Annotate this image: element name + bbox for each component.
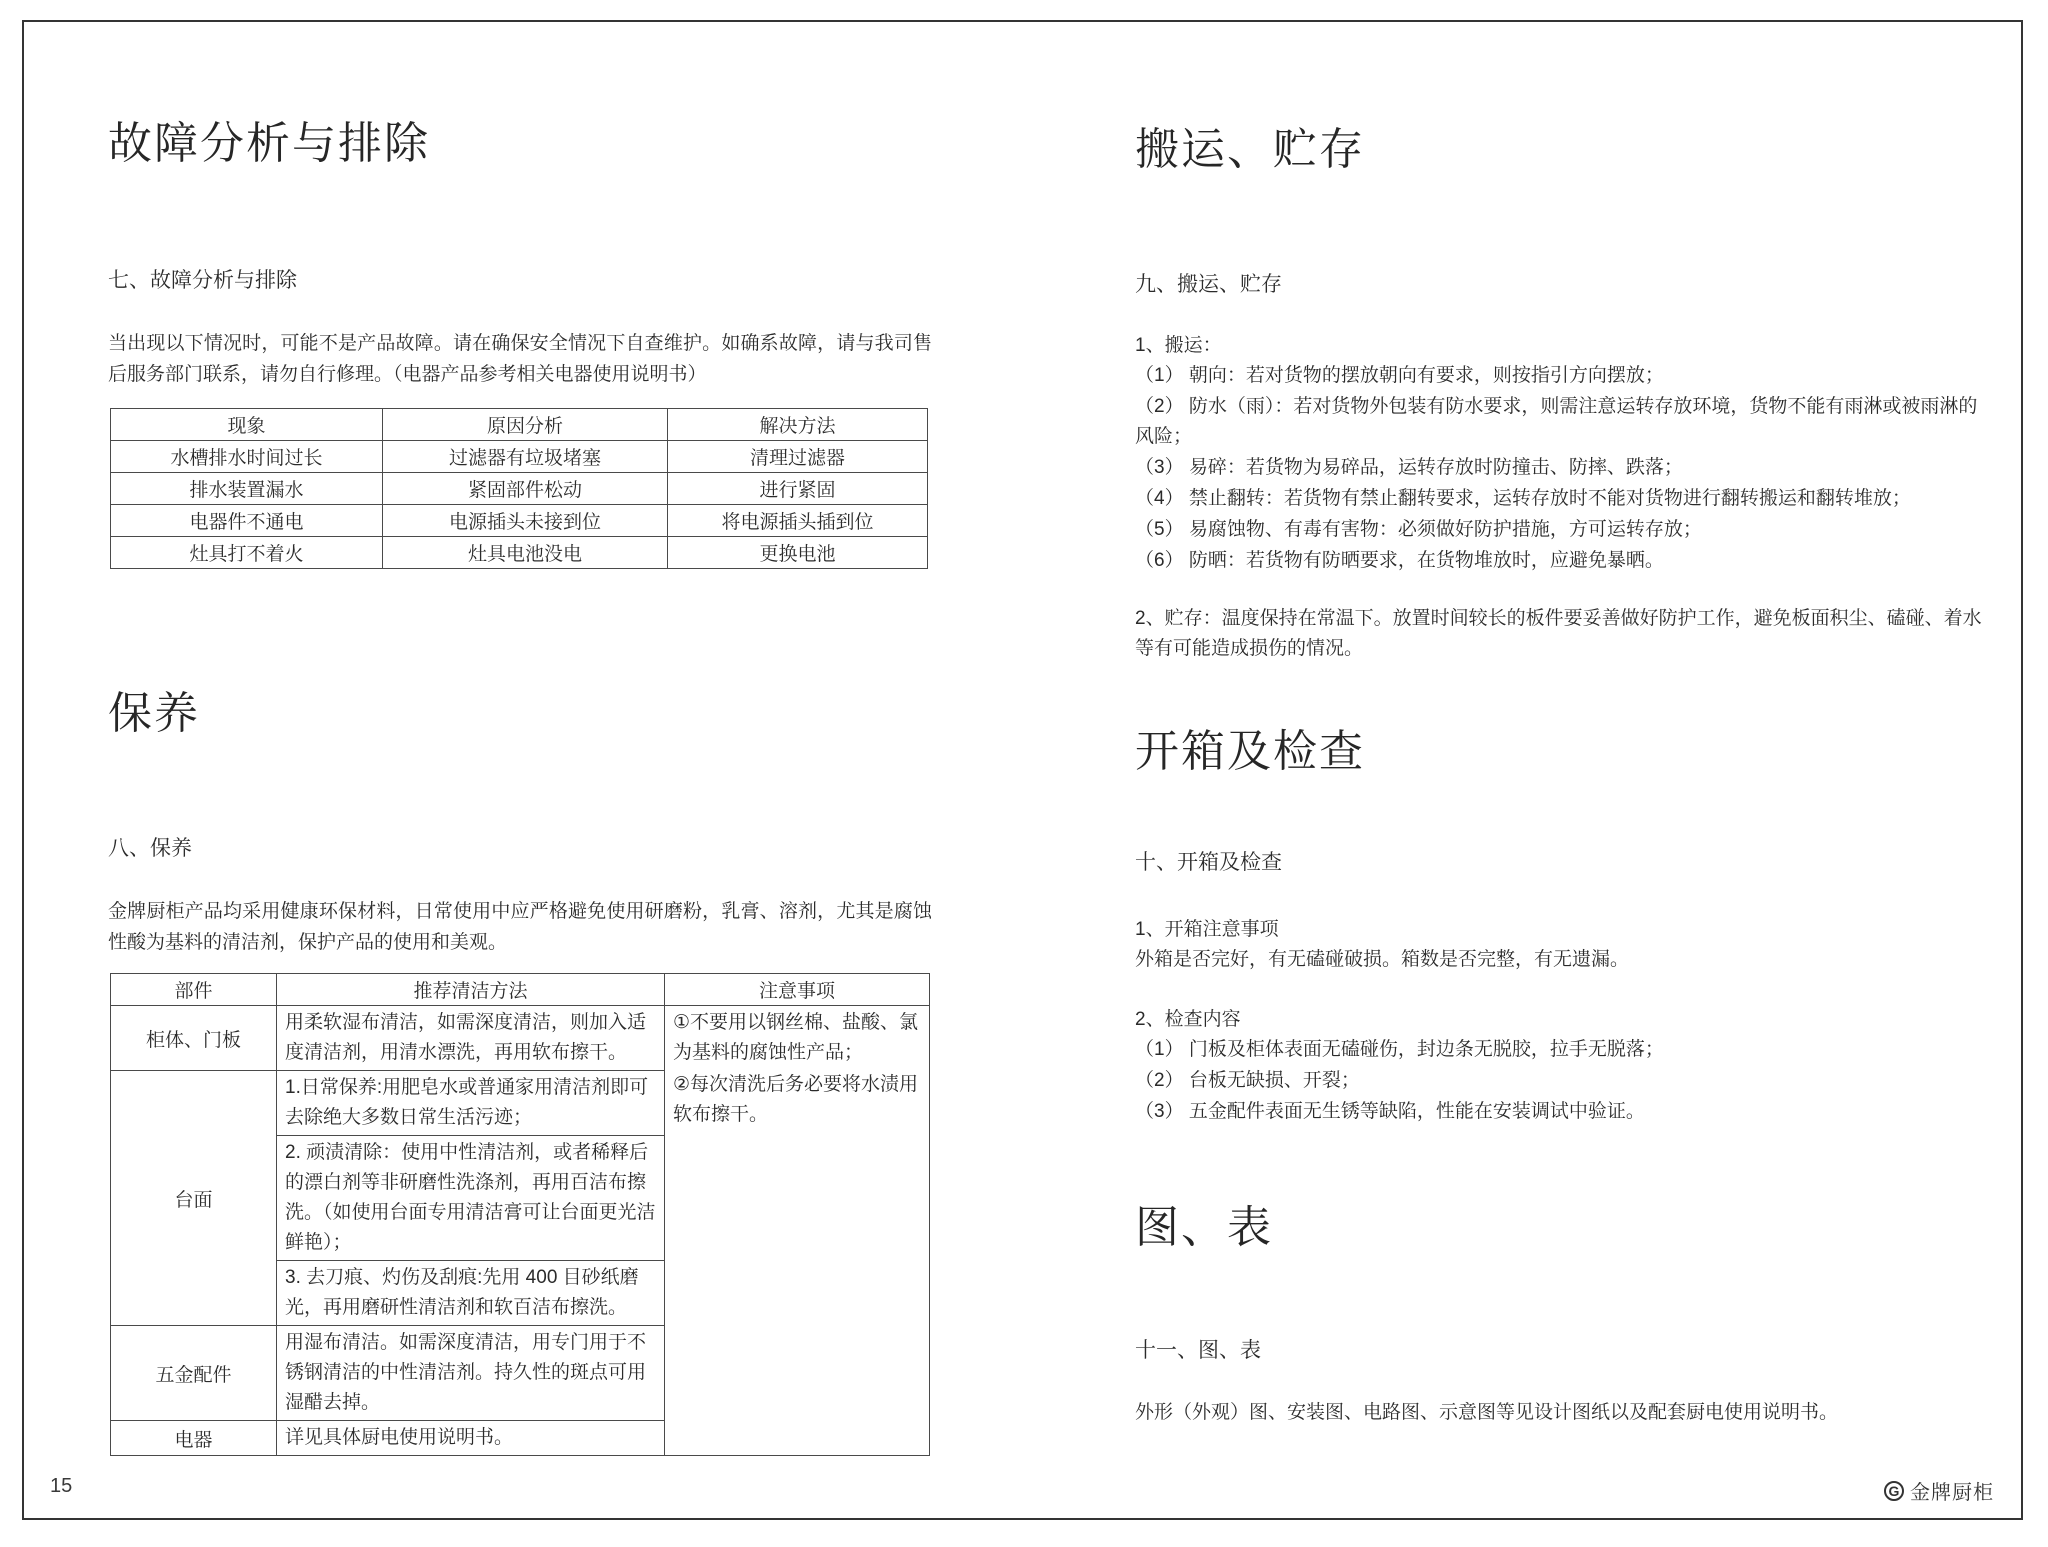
care-section-heading: 八、保养 bbox=[108, 837, 192, 860]
fault-cell: 电源插头未接到位 bbox=[383, 505, 668, 537]
care-note-2: ②每次清洗后务必要将水渍用软布擦干。 bbox=[673, 1074, 919, 1125]
figures-section-title: 图、表 bbox=[1135, 1203, 1273, 1252]
transport-item: （1） 朝向：若对货物的摆放朝向有要求，则按指引方向摆放； bbox=[1135, 365, 1664, 386]
care-col-header: 部件 bbox=[111, 974, 277, 1006]
care-method-cell: 2. 顽渍清除：使用中性清洁剂，或者稀释后的漂白剂等非研磨性洗涤剂，再用百洁布擦洗。（如使用台面专用清洁膏可让台面更光洁鲜艳）； bbox=[277, 1136, 665, 1261]
unbox-sub2: 2、检查内容 bbox=[1135, 1009, 1241, 1030]
care-col-header: 注意事项 bbox=[665, 974, 930, 1006]
fault-cell: 灶具电池没电 bbox=[383, 537, 668, 569]
fault-cell: 清理过滤器 bbox=[668, 441, 928, 473]
fault-cell: 电器件不通电 bbox=[111, 505, 383, 537]
fault-col-header: 解决方法 bbox=[668, 409, 928, 441]
unbox-sub1-text: 外箱是否完好，有无磕碰破损。箱数是否完整，有无遗漏。 bbox=[1135, 949, 1630, 970]
transport-section-heading: 九、搬运、贮存 bbox=[1135, 273, 1282, 296]
fault-cell: 更换电池 bbox=[668, 537, 928, 569]
transport-section-title: 搬运、贮存 bbox=[1135, 125, 1365, 174]
unbox-item: （1） 门板及柜体表面无磕碰伤，封边条无脱胶，拉手无脱落； bbox=[1135, 1039, 1664, 1060]
unbox-item: （3） 五金配件表面无生锈等缺陷，性能在安装调试中验证。 bbox=[1135, 1101, 1645, 1122]
transport-item: （4） 禁止翻转：若货物有禁止翻转要求，运转存放时不能对货物进行翻转搬运和翻转堆放； bbox=[1135, 488, 1911, 509]
brand-logo bbox=[1884, 1476, 1994, 1505]
care-notes-cell bbox=[665, 1006, 930, 1456]
care-part-cell: 五金配件 bbox=[111, 1326, 277, 1421]
unbox-sub1: 1、开箱注意事项 bbox=[1135, 919, 1279, 940]
care-section-title: 保养 bbox=[108, 689, 200, 738]
care-table-row-cabinet bbox=[111, 1006, 930, 1071]
page-number: 15 bbox=[50, 1475, 73, 1497]
fault-cell: 紧固部件松动 bbox=[383, 473, 668, 505]
transport-item: （5） 易腐蚀物、有毒有害物：必须做好防护措施，方可运转存放； bbox=[1135, 519, 1702, 540]
fault-table bbox=[110, 408, 928, 569]
care-part-cell: 台面 bbox=[111, 1071, 277, 1326]
fault-cell: 排水装置漏水 bbox=[111, 473, 383, 505]
unbox-section-title: 开箱及检查 bbox=[1135, 727, 1365, 776]
fault-cell: 灶具打不着火 bbox=[111, 537, 383, 569]
fault-cell: 水槽排水时间过长 bbox=[111, 441, 383, 473]
fault-section-heading: 七、故障分析与排除 bbox=[108, 269, 297, 292]
figures-text: 外形（外观）图、安装图、电路图、示意图等见设计图纸以及配套厨电使用说明书。 bbox=[1135, 1402, 1839, 1423]
unbox-section-heading: 十、开箱及检查 bbox=[1135, 851, 1282, 874]
fault-table-row bbox=[111, 473, 928, 505]
care-col-header: 推荐清洁方法 bbox=[277, 974, 665, 1006]
care-table bbox=[110, 973, 930, 1456]
fault-col-header: 现象 bbox=[111, 409, 383, 441]
care-intro-paragraph: 金牌厨柜产品均采用健康环保材料，日常使用中应严格避免使用研磨粉，乳膏、溶剂，尤其是腐蚀性酸为基料的清洁剂，保护产品的使用和美观。 bbox=[108, 901, 932, 953]
brand-g-icon: G bbox=[1884, 1481, 1904, 1501]
figures-section-heading: 十一、图、表 bbox=[1135, 1339, 1261, 1362]
fault-table-row bbox=[111, 537, 928, 569]
fault-cell: 过滤器有垃圾堵塞 bbox=[383, 441, 668, 473]
unbox-item: （2） 台板无缺损、开裂； bbox=[1135, 1070, 1360, 1091]
transport-item: （3） 易碎：若货物为易碎品，运转存放时防撞击、防摔、跌落； bbox=[1135, 457, 1683, 478]
transport-sub1: 1、搬运： bbox=[1135, 335, 1222, 356]
care-method-cell: 用柔软湿布清洁，如需深度清洁，则加入适度清洁剂，用清水漂洗，再用软布擦干。 bbox=[277, 1006, 665, 1071]
brand-name: 金牌厨柜 bbox=[1910, 1482, 1994, 1504]
fault-table-row bbox=[111, 505, 928, 537]
care-note-1: ①不要用以钢丝棉、盐酸、氯为基料的腐蚀性产品； bbox=[673, 1012, 919, 1063]
transport-sub2: 2、贮存：温度保持在常温下。放置时间较长的板件要妥善做好防护工作，避免板面积尘、磕碰、着水等有可能造成损伤的情况。 bbox=[1135, 608, 1982, 659]
unbox-item-list bbox=[1135, 1035, 1991, 1128]
transport-item-list bbox=[1135, 361, 1991, 577]
transport-item: （6） 防晒：若货物有防晒要求，在货物堆放时，应避免暴晒。 bbox=[1135, 550, 1664, 571]
care-method-cell: 详见具体厨电使用说明书。 bbox=[277, 1421, 665, 1456]
care-method-cell: 3. 去刀痕、灼伤及刮痕:先用 400 目砂纸磨光，再用磨研性清洁剂和软百洁布擦洗。 bbox=[277, 1261, 665, 1326]
care-part-cell: 柜体、门板 bbox=[111, 1006, 277, 1071]
fault-col-header: 原因分析 bbox=[383, 409, 668, 441]
care-part-cell: 电器 bbox=[111, 1421, 277, 1456]
fault-cell: 进行紧固 bbox=[668, 473, 928, 505]
care-table-header-row bbox=[111, 974, 930, 1006]
fault-table-header-row bbox=[111, 409, 928, 441]
fault-section-title: 故障分析与排除 bbox=[108, 119, 430, 168]
transport-item: （2） 防水（雨）：若对货物外包装有防水要求，则需注意运转存放环境，货物不能有雨淋或被雨淋的风险； bbox=[1135, 396, 1978, 447]
fault-intro-paragraph: 当出现以下情况时，可能不是产品故障。请在确保安全情况下自查维护。如确系故障，请与我司售后服务部门联系，请勿自行修理。（电器产品参考相关电器使用说明书） bbox=[108, 333, 932, 385]
fault-table-row bbox=[111, 441, 928, 473]
fault-cell: 将电源插头插到位 bbox=[668, 505, 928, 537]
care-method-cell: 用湿布清洁。如需深度清洁，用专门用于不锈钢清洁的中性清洁剂。持久性的斑点可用湿醋去掉。 bbox=[277, 1326, 665, 1421]
care-method-cell: 1.日常保养:用肥皂水或普通家用清洁剂即可去除绝大多数日常生活污迹； bbox=[277, 1071, 665, 1136]
